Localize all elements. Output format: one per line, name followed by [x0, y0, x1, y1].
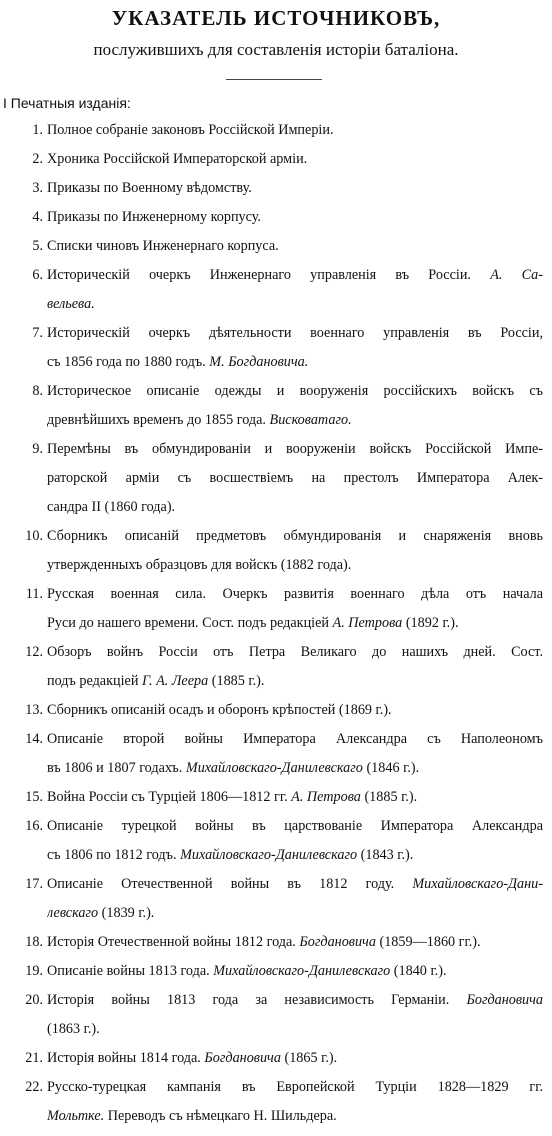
entry-fragment: Историческій очеркъ Инженернаго управленія въ Россіи.: [47, 267, 491, 283]
page-subtitle: послужившихъ для составленія исторіи баталіона.: [93, 40, 459, 59]
entry-text: [47, 730, 543, 778]
entry-line: [47, 179, 543, 198]
entry-line: [47, 701, 543, 720]
entry-text: [47, 382, 543, 430]
entry-fragment: Сборникъ описаній предметовъ обмундированія и снаряженія вновь: [47, 528, 543, 544]
entry-number: 19.: [25, 963, 43, 979]
entry-number: 14.: [25, 731, 43, 747]
entry-line: [47, 208, 543, 227]
entry-text: [47, 527, 543, 575]
entry-line: [47, 904, 543, 923]
entry-fragment: Исторія войны 1813 года за независимость Германіи.: [47, 992, 467, 1008]
entry-fragment: Исторія Отечественной войны 1812 года.: [47, 934, 300, 950]
entry-line: [47, 498, 543, 517]
entry-line: [47, 353, 543, 372]
entry-fragment: Списки чиновъ Инженернаго корпуса.: [47, 238, 279, 254]
entry-author: Михайловскаго-Данилевскаго: [213, 963, 391, 979]
entry-author: Богдановича: [204, 1050, 281, 1066]
entry-author: Михайловскаго-Данилевскаго: [180, 847, 358, 863]
entry-fragment: Хроника Россійской Императорской арміи.: [47, 151, 308, 167]
entry-text: [47, 643, 543, 691]
source-entry: [0, 121, 552, 140]
entry-text: [47, 962, 543, 981]
entry-line: [47, 121, 543, 140]
entry-text: [47, 266, 543, 314]
entry-fragment: раторской арміи съ восшествіемъ на престолъ Императора Алек-: [47, 470, 543, 486]
source-entry: [0, 440, 552, 517]
entry-fragment: въ 1806 и 1807 годахъ.: [47, 760, 186, 776]
entry-text: [47, 324, 543, 372]
source-entry: [0, 991, 552, 1039]
entry-author: вельева.: [47, 296, 95, 312]
entry-number: 8.: [32, 383, 43, 399]
entry-number: 13.: [25, 702, 43, 718]
entry-fragment: Приказы по Военному вѣдомству.: [47, 180, 252, 196]
entry-number: 4.: [32, 209, 43, 225]
entry-line: [47, 933, 543, 952]
entry-fragment: Русско-турецкая кампанія въ Европейской Турціи 1828—1829 гг.: [47, 1079, 543, 1095]
source-entry: [0, 962, 552, 981]
entry-number: 15.: [25, 789, 43, 805]
entry-text: [47, 1078, 543, 1126]
entry-author: Висковатаго.: [269, 412, 352, 428]
entry-fragment: (1863 г.).: [47, 1021, 100, 1037]
entry-author: Михайловскаго-Данилевскаго: [185, 760, 363, 776]
entry-fragment: (1885 г.).: [360, 789, 418, 805]
entry-fragment: Историческое описаніе одежды и вооруженія россійскихъ войскъ съ: [47, 383, 543, 399]
entry-fragment: (1840 г.).: [390, 963, 447, 979]
entry-fragment: (1859—1860 гг.).: [375, 934, 481, 950]
entry-number: 16.: [25, 818, 43, 834]
entry-line: [47, 817, 543, 836]
entry-text: [47, 933, 543, 952]
entry-author: Г. А. Леера: [141, 673, 209, 689]
entry-line: [47, 730, 543, 749]
entry-number: 11.: [25, 586, 43, 602]
entry-number: 5.: [32, 238, 43, 254]
entry-line: [47, 759, 543, 778]
entry-text: [47, 788, 543, 807]
source-entry: [0, 527, 552, 575]
entry-fragment: Переводъ съ нѣмецкаго Н. Шильдера.: [104, 1108, 337, 1124]
entry-author: А. Петрова: [291, 789, 361, 805]
source-entry: [0, 643, 552, 691]
entry-fragment: Приказы по Инженерному корпусу.: [47, 209, 261, 225]
entry-number: 22.: [25, 1079, 43, 1095]
source-entry: [0, 788, 552, 807]
source-entry: [0, 1049, 552, 1068]
entry-fragment: древнѣйшихъ временъ до 1855 года.: [47, 412, 270, 428]
section-heading: I Печатныя изданія:: [3, 95, 131, 111]
entry-text: [47, 237, 543, 256]
entry-line: [47, 672, 543, 691]
entry-line: [47, 991, 543, 1010]
source-entry: [0, 237, 552, 256]
entry-line: [47, 411, 543, 430]
entry-number: 2.: [32, 151, 43, 167]
entry-number: 6.: [32, 267, 43, 283]
source-entry: [0, 382, 552, 430]
entry-line: [47, 1107, 543, 1126]
entry-line: [47, 527, 543, 546]
entry-fragment: Руси до нашего времени. Сост. подъ редакціей: [47, 615, 333, 631]
entry-fragment: Описаніе второй войны Императора Александра съ Наполеономъ: [47, 731, 543, 747]
entry-fragment: (1892 г.).: [402, 615, 459, 631]
entry-fragment: Русская военная сила. Очеркъ развитія военнаго дѣла отъ начала: [47, 586, 543, 602]
entry-line: [47, 266, 543, 285]
source-entry: [0, 208, 552, 227]
source-entry: [0, 817, 552, 865]
entry-number: 1.: [32, 122, 43, 138]
entry-author: Богдановича: [299, 934, 376, 950]
entry-fragment: (1843 г.).: [357, 847, 414, 863]
source-entry: [0, 933, 552, 952]
entry-number: 7.: [32, 325, 43, 341]
entry-author: А. Петрова: [332, 615, 403, 631]
source-entry: [0, 179, 552, 198]
page-title: УКАЗАТЕЛЬ ИСТОЧНИКОВЪ,: [111, 6, 441, 30]
entry-author: левскаго: [47, 905, 99, 921]
entry-line: [47, 1049, 543, 1068]
entry-fragment: Описаніе войны 1813 года.: [47, 963, 214, 979]
source-entry: [0, 730, 552, 778]
title-divider: [226, 79, 322, 80]
entry-fragment: Описаніе Отечественной войны въ 1812 году.: [47, 876, 413, 892]
entry-text: [47, 875, 543, 923]
entry-line: [47, 1020, 543, 1039]
source-entry: [0, 324, 552, 372]
entry-line: [47, 150, 543, 169]
entry-author: Богдановича: [466, 992, 543, 1008]
entry-text: [47, 817, 543, 865]
entry-line: [47, 556, 543, 575]
entry-line: [47, 962, 543, 981]
entry-fragment: утвержденныхъ образцовъ для войскъ (1882 года).: [47, 557, 352, 573]
source-entry: [0, 150, 552, 169]
entry-fragment: подъ редакціей: [47, 673, 142, 689]
entry-fragment: (1839 г.).: [98, 905, 155, 921]
entry-fragment: Исторія войны 1814 года.: [47, 1050, 205, 1066]
entry-number: 21.: [25, 1050, 43, 1066]
entry-text: [47, 1049, 543, 1068]
entry-number: 18.: [25, 934, 43, 950]
entry-line: [47, 1078, 543, 1097]
entry-text: [47, 121, 543, 140]
source-entry: [0, 701, 552, 720]
entry-number: 17.: [25, 876, 43, 892]
entry-line: [47, 614, 543, 633]
entry-author: Михайловскаго-Дани-: [412, 876, 543, 892]
entry-fragment: Война Россіи съ Турціей 1806—1812 гг.: [47, 789, 292, 805]
entry-line: [47, 643, 543, 662]
entry-number: 12.: [25, 644, 43, 660]
entry-number: 9.: [32, 441, 43, 457]
entry-fragment: съ 1806 по 1812 годъ.: [47, 847, 181, 863]
entry-fragment: Историческій очеркъ дѣятельности военнаго управленія въ Россіи,: [47, 325, 543, 341]
entry-line: [47, 846, 543, 865]
entry-fragment: Перемѣны въ обмундированіи и вооруженіи войскъ Россійской Импе-: [47, 441, 543, 457]
entry-number: 20.: [25, 992, 43, 1008]
entry-author: А. Са-: [490, 267, 543, 283]
entry-text: [47, 208, 543, 227]
entry-text: [47, 701, 543, 720]
entry-number: 10.: [25, 528, 43, 544]
entry-line: [47, 875, 543, 894]
entry-author: Мольтке.: [47, 1108, 105, 1124]
entry-line: [47, 469, 543, 488]
entry-fragment: Полное собраніе законовъ Россійской Имперіи.: [47, 122, 334, 138]
entry-line: [47, 440, 543, 459]
entry-line: [47, 295, 543, 314]
entry-text: [47, 440, 543, 517]
entry-author: М. Богдановича.: [209, 354, 309, 370]
source-entry: [0, 266, 552, 314]
entry-text: [47, 991, 543, 1039]
entry-fragment: (1865 г.).: [280, 1050, 338, 1066]
entry-line: [47, 237, 543, 256]
entry-text: [47, 585, 543, 633]
entry-line: [47, 788, 543, 807]
entry-text: [47, 150, 543, 169]
entry-text: [47, 179, 543, 198]
source-entry: [0, 585, 552, 633]
entry-line: [47, 382, 543, 401]
entry-fragment: (1885 г.).: [208, 673, 265, 689]
source-entry: [0, 1078, 552, 1126]
sources-list: [0, 121, 552, 1136]
entry-line: [47, 324, 543, 343]
entry-fragment: (1846 г.).: [362, 760, 420, 776]
entry-fragment: сандра II (1860 года).: [47, 499, 176, 515]
entry-fragment: Сборникъ описаній осадъ и оборонъ крѣпостей (1869 г.).: [47, 702, 392, 718]
source-entry: [0, 875, 552, 923]
entry-fragment: Обзоръ войнъ Россіи отъ Петра Великаго до нашихъ дней. Сост.: [47, 644, 543, 660]
entry-fragment: Описаніе турецкой войны въ царствованіе Императора Александра: [47, 818, 543, 834]
entry-number: 3.: [32, 180, 43, 196]
entry-fragment: съ 1856 года по 1880 годъ.: [47, 354, 210, 370]
entry-line: [47, 585, 543, 604]
